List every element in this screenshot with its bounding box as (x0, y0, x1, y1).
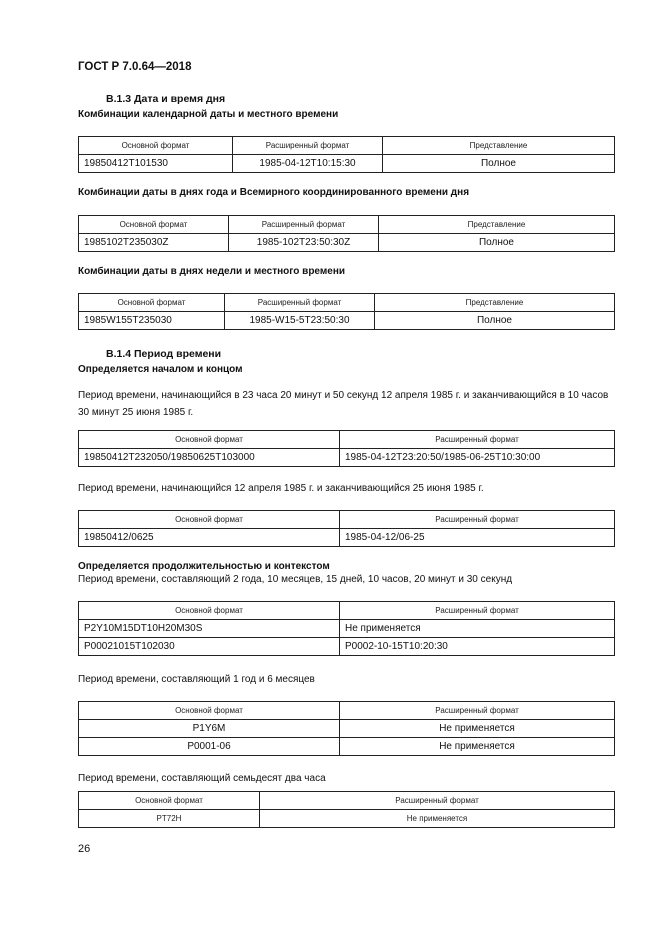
table2-heading: Комбинации даты в днях года и Всемирного координированного времени дня (78, 187, 470, 198)
subsection-duration-context: Определяется продолжительностью и контекстом (78, 561, 330, 572)
table-cell: Не применяется (340, 738, 615, 756)
table-cell: 1985-04-12/06-25 (340, 529, 615, 547)
table1-heading: Комбинации календарной даты и местного времени (78, 109, 339, 120)
table-header-cell: Расширенный формат (340, 431, 615, 449)
table-period-date (78, 510, 615, 547)
table-cell: PT72H (79, 810, 260, 828)
table-header-cell: Расширенный формат (233, 137, 383, 155)
table-header-cell: Представление (375, 294, 615, 312)
table-cell: Не применяется (340, 620, 615, 638)
paragraph-period-1: Период времени, начинающийся в 23 часа 20 минут и 50 секунд 12 апреля 1985 г. и заканчивающийся в 10 часов 30 минут 25 июня 1985 г. (78, 390, 609, 418)
table-cell: 19850412T101530 (79, 155, 233, 173)
table-cell: P0002-10-15T10:20:30 (340, 638, 615, 656)
table-cell: 19850412T232050/19850625T103000 (79, 449, 340, 467)
table-header-cell: Расширенный формат (340, 602, 615, 620)
table-header-cell: Расширенный формат (260, 792, 615, 810)
table-header-cell: Основной формат (79, 137, 233, 155)
subsection-start-end: Определяется началом и концом (78, 364, 243, 375)
table-cell: 1985-04-12T23:20:50/1985-06-25T10:30:00 (340, 449, 615, 467)
table-header-cell: Расширенный формат (340, 702, 615, 720)
table-cell: 1985102T235030Z (79, 234, 229, 252)
page-number: 26 (78, 843, 91, 855)
table-duration-hours (78, 791, 615, 828)
table-cell: 19850412/0625 (79, 529, 340, 547)
table-period-datetime (78, 430, 615, 467)
table-cell: 1985W155T235030 (79, 312, 225, 330)
table-header-cell: Основной формат (79, 294, 225, 312)
table-header-cell: Расширенный формат (225, 294, 375, 312)
paragraph-period-5: Период времени, составляющий семьдесят два часа (78, 773, 326, 784)
table-calendar-local-time (78, 136, 615, 173)
table-cell: Не применяется (260, 810, 615, 828)
paragraph-period-4: Период времени, составляющий 1 год и 6 месяцев (78, 674, 315, 685)
table-cell: P00021015T102030 (79, 638, 340, 656)
table-cell: 1985-W15-5T23:50:30 (225, 312, 375, 330)
section-title-b13: В.1.3 Дата и время дня (106, 93, 226, 105)
table-cell: P0001-06 (79, 738, 340, 756)
table-header-cell: Расширенный формат (229, 216, 379, 234)
table-header-cell: Основной формат (79, 792, 260, 810)
table-duration-year-month (78, 701, 615, 756)
table-header-cell: Основной формат (79, 216, 229, 234)
table3-heading: Комбинации даты в днях недели и местного времени (78, 266, 346, 277)
table-cell: P1Y6M (79, 720, 340, 738)
table-header-cell: Основной формат (79, 702, 340, 720)
paragraph-period-2: Период времени, начинающийся 12 апреля 1985 г. и заканчивающийся 25 июня 1985 г. (78, 483, 484, 494)
table-header-cell: Представление (383, 137, 615, 155)
table-cell: Полное (379, 234, 615, 252)
table-header-cell: Расширенный формат (340, 511, 615, 529)
table-header-cell: Основной формат (79, 511, 340, 529)
table-week-date-local-time (78, 293, 615, 330)
table-header-cell: Основной формат (79, 431, 340, 449)
table-header-cell: Представление (379, 216, 615, 234)
section-title-b14: В.1.4 Период времени (106, 348, 222, 360)
table-cell: Не применяется (340, 720, 615, 738)
table-cell: 1985-102T23:50:30Z (229, 234, 379, 252)
paragraph-period-3: Период времени, составляющий 2 года, 10 месяцев, 15 дней, 10 часов, 20 минут и 30 секунд (78, 574, 513, 585)
table-header-cell: Основной формат (79, 602, 340, 620)
table-cell: 1985-04-12T10:15:30 (233, 155, 383, 173)
table-ordinal-utc-time (78, 215, 615, 252)
table-cell: P2Y10M15DT10H20M30S (79, 620, 340, 638)
table-cell: Полное (383, 155, 615, 173)
table-cell: Полное (375, 312, 615, 330)
document-header: ГОСТ Р 7.0.64—2018 (78, 61, 192, 73)
table-duration-full (78, 601, 615, 656)
